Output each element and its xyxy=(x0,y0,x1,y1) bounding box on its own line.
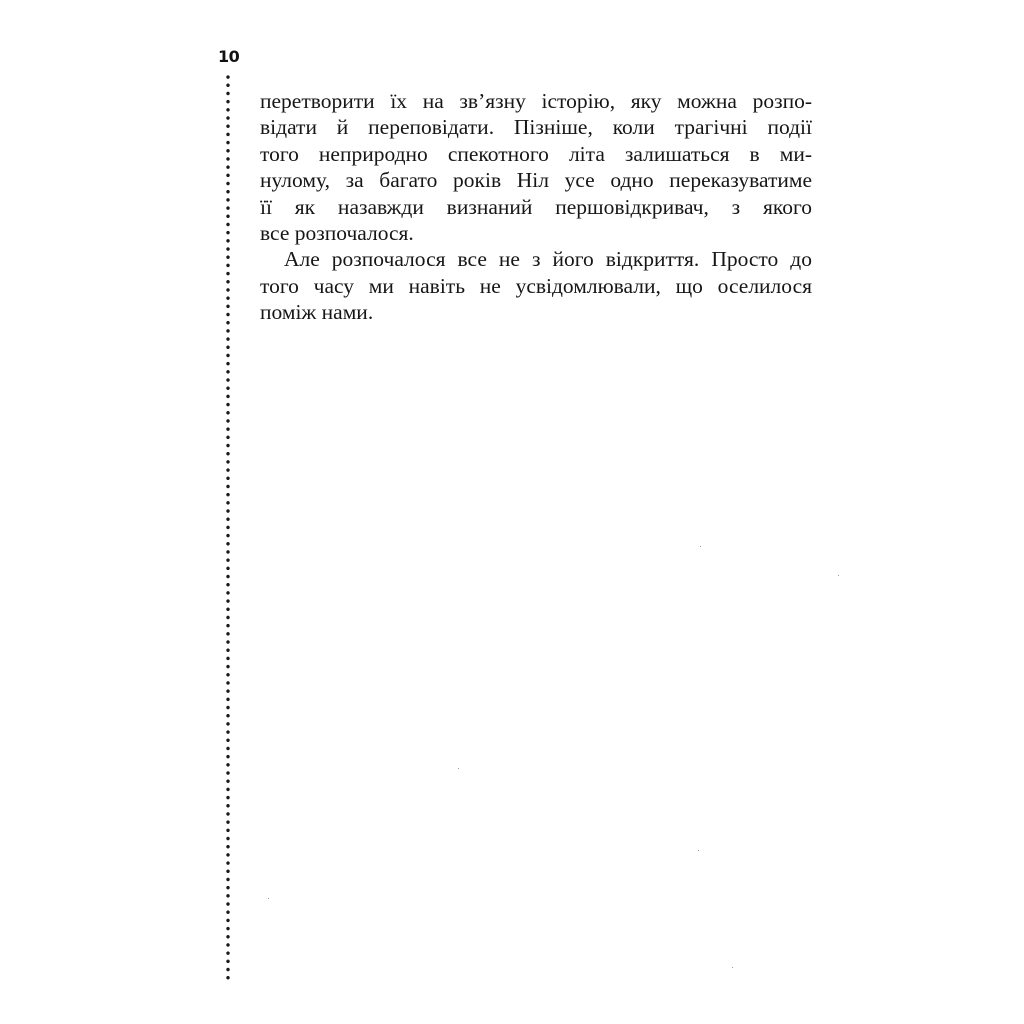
text-line: Але розпочалося все не з його відкриття. Просто до xyxy=(284,247,812,272)
paper-speck xyxy=(268,898,269,899)
dotted-margin-rule xyxy=(226,73,230,981)
body-text xyxy=(260,88,812,326)
text-line: того часу ми навіть не усвідомлювали, що оселилося xyxy=(260,273,812,298)
text-line: поміж нами. xyxy=(260,300,374,325)
text-line: її як назавжди визнаний першовідкривач, з якого xyxy=(260,194,812,219)
text-line: перетворити їх на зв’язну історію, яку можна розпо- xyxy=(260,89,812,113)
paragraph-2 xyxy=(260,246,812,325)
text-line: того неприродно спекотного літа залишаться в ми- xyxy=(260,141,812,166)
paper-speck xyxy=(838,575,839,576)
paragraph-1 xyxy=(260,88,812,246)
text-line: все розпочалося. xyxy=(260,221,414,246)
page-number: 10 xyxy=(218,47,240,66)
paper-speck xyxy=(732,967,733,968)
text-line: нулому, за багато років Ніл усе одно переказуватиме xyxy=(260,168,812,193)
text-line: відати й переповідати. Пізніше, коли трагічні події xyxy=(260,115,812,140)
paper-speck xyxy=(458,768,459,769)
paper-speck xyxy=(698,850,699,851)
paper-speck xyxy=(700,546,701,547)
